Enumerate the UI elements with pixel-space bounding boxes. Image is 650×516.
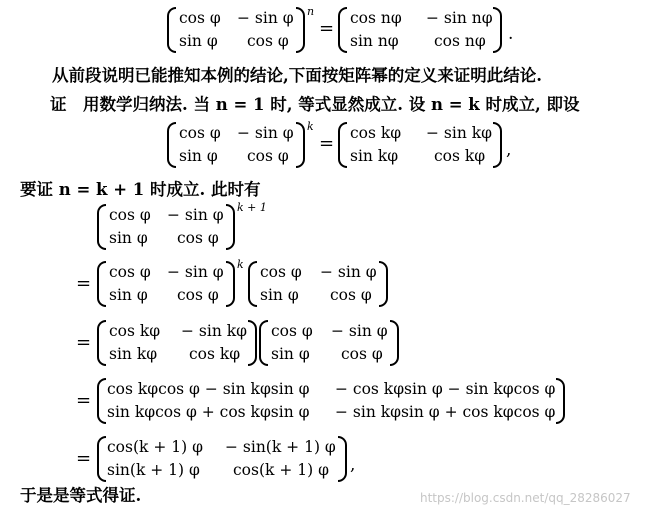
matrix-phi-pow-k <box>167 122 305 168</box>
equals-sign: = <box>76 273 92 294</box>
watermark: https://blog.csdn.net/qq_28286027 <box>420 491 631 505</box>
matrix-entry: cos kφcos φ − sin kφsin φ <box>107 380 310 398</box>
right-bracket <box>493 7 502 53</box>
matrix-expanded-product <box>97 378 565 424</box>
matrix-entry: cos kφ <box>434 147 486 165</box>
matrix-n-phi <box>338 7 502 53</box>
period: . <box>508 24 514 44</box>
exponent: k <box>237 258 244 271</box>
comma: , <box>506 140 512 160</box>
matrix-entry: cos φ <box>247 147 289 165</box>
matrix-entry: cos φ <box>179 124 221 142</box>
matrix-entry: cos kφ <box>109 322 161 340</box>
matrix-entry: − sin nφ <box>426 9 493 27</box>
matrix-entry: − sin kφ <box>426 124 492 142</box>
equals-sign: = <box>319 133 335 154</box>
left-bracket <box>259 320 268 366</box>
proof-start-text: 证 用数学归纳法. 当 n = 1 时, 等式显然成立. 设 n = k 时成立, 即设 <box>50 95 580 114</box>
intro-text: 从前段说明已能推知本例的结论,下面按矩阵幂的定义来证明此结论. <box>52 66 542 85</box>
comma: , <box>350 455 356 475</box>
right-bracket <box>390 320 399 366</box>
conclusion-text: 于是是等式得证. <box>20 486 142 505</box>
matrix-entry: sin kφcos φ + cos kφsin φ <box>107 403 310 421</box>
left-bracket <box>167 7 176 53</box>
right-bracket <box>338 436 347 482</box>
matrix-entry: cos φ <box>247 32 289 50</box>
matrix-entry: − sin φ <box>167 263 224 281</box>
equals-sign: = <box>76 332 92 353</box>
matrix-entry: sin φ <box>109 229 148 247</box>
exponent: k + 1 <box>237 201 267 214</box>
right-bracket <box>296 7 305 53</box>
matrix-entry: cos φ <box>109 206 151 224</box>
matrix-k-phi-factor <box>97 320 257 366</box>
matrix-entry: sin kφ <box>109 345 158 363</box>
matrix-entry: − sin φ <box>320 263 377 281</box>
exponent: k <box>307 120 314 133</box>
matrix-entry: cos φ <box>177 229 219 247</box>
right-bracket <box>379 261 388 307</box>
matrix-entry: cos nφ <box>350 9 402 27</box>
matrix-entry: − sin φ <box>237 9 294 27</box>
left-bracket <box>97 204 106 250</box>
matrix-entry: sin φ <box>260 286 299 304</box>
left-bracket <box>97 436 106 482</box>
matrix-phi-factor <box>259 320 399 366</box>
matrix-entry: sin kφ <box>350 147 399 165</box>
matrix-entry: cos φ <box>179 9 221 27</box>
equals-sign: = <box>319 18 335 39</box>
right-bracket <box>296 122 305 168</box>
matrix-entry: cos kφ <box>350 124 402 142</box>
matrix-entry: − cos kφsin φ − sin kφcos φ <box>335 380 556 398</box>
matrix-phi-pow-n <box>167 7 305 53</box>
right-bracket <box>226 261 235 307</box>
matrix-entry: − sin φ <box>331 322 388 340</box>
matrix-entry: − sin kφ <box>181 322 247 340</box>
left-bracket <box>97 320 106 366</box>
to-show-text: 要证 n = k + 1 时成立. 此时有 <box>20 180 261 199</box>
matrix-k1-phi <box>97 436 347 482</box>
matrix-entry: cos(k + 1) φ <box>233 461 329 479</box>
right-bracket <box>226 204 235 250</box>
left-bracket <box>248 261 257 307</box>
matrix-k-phi <box>338 122 502 168</box>
matrix-entry: sin φ <box>179 147 218 165</box>
matrix-entry: sin φ <box>109 286 148 304</box>
matrix-entry: cos(k + 1) φ <box>107 438 203 456</box>
matrix-entry: − sin φ <box>167 206 224 224</box>
matrix-entry: − sin φ <box>237 124 294 142</box>
equals-sign: = <box>76 390 92 411</box>
matrix-entry: cos nφ <box>434 32 486 50</box>
matrix-entry: cos φ <box>260 263 302 281</box>
matrix-entry: sin(k + 1) φ <box>107 461 200 479</box>
right-bracket <box>248 320 257 366</box>
left-bracket <box>97 378 106 424</box>
matrix-entry: cos φ <box>271 322 313 340</box>
matrix-entry: sin φ <box>179 32 218 50</box>
right-bracket <box>556 378 565 424</box>
matrix-phi-pow-k1 <box>97 204 235 250</box>
matrix-phi-pow-k-factor <box>97 261 235 307</box>
matrix-entry: sin φ <box>271 345 310 363</box>
matrix-phi-factor <box>248 261 388 307</box>
right-bracket <box>493 122 502 168</box>
left-bracket <box>338 7 347 53</box>
matrix-entry: cos φ <box>109 263 151 281</box>
matrix-entry: cos φ <box>330 286 372 304</box>
matrix-entry: cos φ <box>177 286 219 304</box>
matrix-entry: cos φ <box>341 345 383 363</box>
left-bracket <box>167 122 176 168</box>
matrix-entry: − sin kφsin φ + cos kφcos φ <box>335 403 556 421</box>
exponent: n <box>307 5 315 18</box>
matrix-entry: sin nφ <box>350 32 399 50</box>
matrix-entry: − sin(k + 1) φ <box>225 438 336 456</box>
equals-sign: = <box>76 448 92 469</box>
left-bracket <box>97 261 106 307</box>
left-bracket <box>338 122 347 168</box>
matrix-entry: cos kφ <box>189 345 241 363</box>
